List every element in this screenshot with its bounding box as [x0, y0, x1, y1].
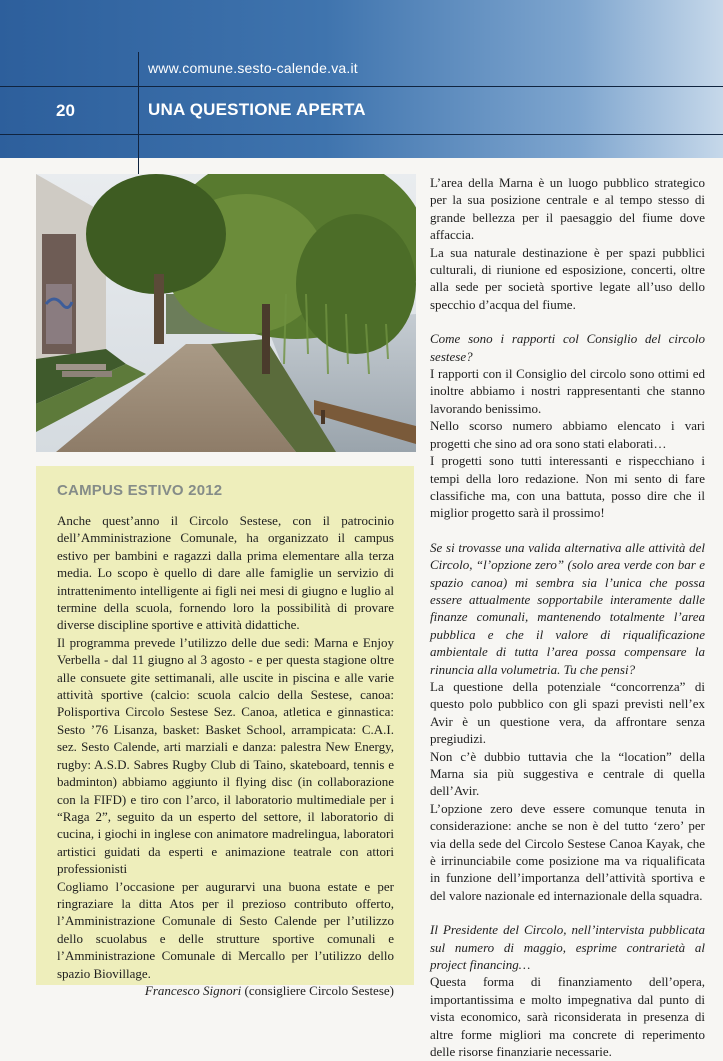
body-paragraph: La sua naturale destinazione è per spazi pubblici culturali, di riunione ed esposizione, concerti, oltre alla sede per società sportive legate all’uso dello specchio d’acqua del fiume.: [430, 244, 705, 312]
interview-answer: I rapporti con il Consiglio del circolo sono ottimi ed inoltre abbiamo i nostri rappresentanti che stanno lavorando benissimo.: [430, 366, 705, 416]
campus-estivo-box: [36, 466, 414, 998]
interview-question: Come sono i rapporti col Consiglio del circolo sestese?: [430, 331, 705, 364]
page-number: 20: [56, 101, 75, 120]
interview-answer: La questione della potenziale “concorrenza” di questo polo pubblico con gli spazi previsti nell’ex Avir è un questione vera, da affrontare senza pregiudizi.: [430, 678, 705, 747]
campus-paragraph: Anche quest’anno il Circolo Sestese, con il patrocinio dell’Amministrazione Comunale, ha organizzato il campus estivo per bambini e ragazzi dalla prima elementare alla terza media. Lo scopo è quello di dare alle famiglie un servizio di intrattenimento intelligente ai figli nei mesi di giugno e luglio al termine della scuola, fornendo loro la possibilità di provare diverse discipline sportive e attività didattiche.: [57, 513, 394, 633]
header-divider: [138, 52, 139, 174]
interview-question: Se si trovasse una valida alternativa alle attività del Circolo, “l’opzione zero” (solo area verde con bar e spazio canoa) mi sembra sia l’unica che possa essere attualmente sopportabile interamente dalle finanze comunali, mantenendo totalmente l’area pubblica e che il valore di riqualificazione ambientale di tutta l’area possa compensare la rinuncia alla volumetria. Tu che pensi?: [430, 539, 705, 677]
spacer: [430, 313, 705, 330]
campus-title: CAMPUS ESTIVO 2012: [57, 482, 223, 499]
signature-role: (consigliere Circolo Sestese): [244, 982, 394, 998]
spacer: [430, 522, 705, 539]
body-paragraph: L’area della Marna è un luogo pubblico strategico per la sua posizione centrale e al tempo stesso di grande bellezza per il paesaggio del fiume dove affaccia.: [430, 175, 705, 243]
interview-answer: Nello scorso numero abbiamo elencato i vari progetti che sino ad ora sono stati elaborati…: [430, 418, 705, 451]
signature-name: Francesco Signori: [144, 982, 242, 998]
interview-answer: Questa forma di finanziamento dell’opera, importantissima e molto impegnativa dal punto di vista economico, sarà riconsiderata in presenza di altre forme migliori ma concrete di reperimento delle risorse finanziarie necessarie.: [430, 974, 705, 1060]
interview-column: [430, 174, 705, 1061]
header-rule-top: [0, 86, 723, 87]
header-rule-bottom: [0, 134, 723, 135]
campus-paragraph: Cogliamo l’occasione per augurarvi una buona estate e per ringraziare la ditta Atos per il prezioso contributo offerto, l’Amministrazione Comunale di Sesto Calende per l’utilizzo dello scuolabus e delle strutture sportive comunali e l’Amministrazione Comunale di Mercallo per l’utilizzo dello spazio Biovillage.: [57, 878, 394, 981]
website-url[interactable]: www.comune.sesto-calende.va.it: [148, 60, 358, 76]
interview-answer: L’opzione zero deve essere comunque tenuta in considerazione: anche se non è del tutto ‘zero’ per via della sede del Circolo Sestese Canoa Kayak, che è irrinunciabile come posizione ma va riqualificata in funzione dell’importanza dell’attività sportiva e del valore nazionale ed internazionale della squadra.: [430, 800, 705, 903]
campus-paragraph: Il programma prevede l’utilizzo delle due sedi: Marna e Enjoy Verbella - dal 11 giugno al 3 agosto - e per questa stagione oltre alle consuete gite settimanali, alle uscite in piscina e alle varie attività sportive (calcio: scuola calcio della Sestese, canoa: Polisportiva Circolo Sestese Sez. Canoa, atletica e ginnastica: Sesto ’76 Lisanza, basket: Basket School, arrampicata: C.A.I. sez. Sesto Calende, arti marziali e danza: palestra New Energy, rugby: A.S.D. Sabres Rugby Club di Taino, skateboard, tennis e badminton) abbiamo aggiunto il flying disc (in collaborazione con la FIFD) e tiro con l’arco, il laboratorio multimediale per i “Raga 2”, seguito da un esperto del settore, il laboratorio di cucina, i giochi in inglese con animatore madrelingua, laboratori artistici guidati da esperti e animazione teatrale con attori professionisti: [57, 634, 394, 877]
interview-answer: I progetti sono tutti interessanti e rispecchiano i tempi della loro redazione. Non mi sento di fare classifiche ma, con una battuta, posso dire che il miglior progetto sarà il prossimo!: [430, 453, 705, 521]
spacer: [430, 904, 705, 921]
campus-signature: [57, 983, 394, 999]
interview-answer: Non c’è dubbio tuttavia che la “location” della Marna sia più suggestiva e centrale di quella dell’Avir.: [430, 748, 705, 799]
riverside-path-photo: [36, 174, 416, 452]
section-title: UNA QUESTIONE APERTA: [148, 100, 366, 119]
interview-question: Il Presidente del Circolo, nell’intervista pubblicata sul numero di maggio, esprime contrarietà al project financing…: [430, 922, 705, 973]
